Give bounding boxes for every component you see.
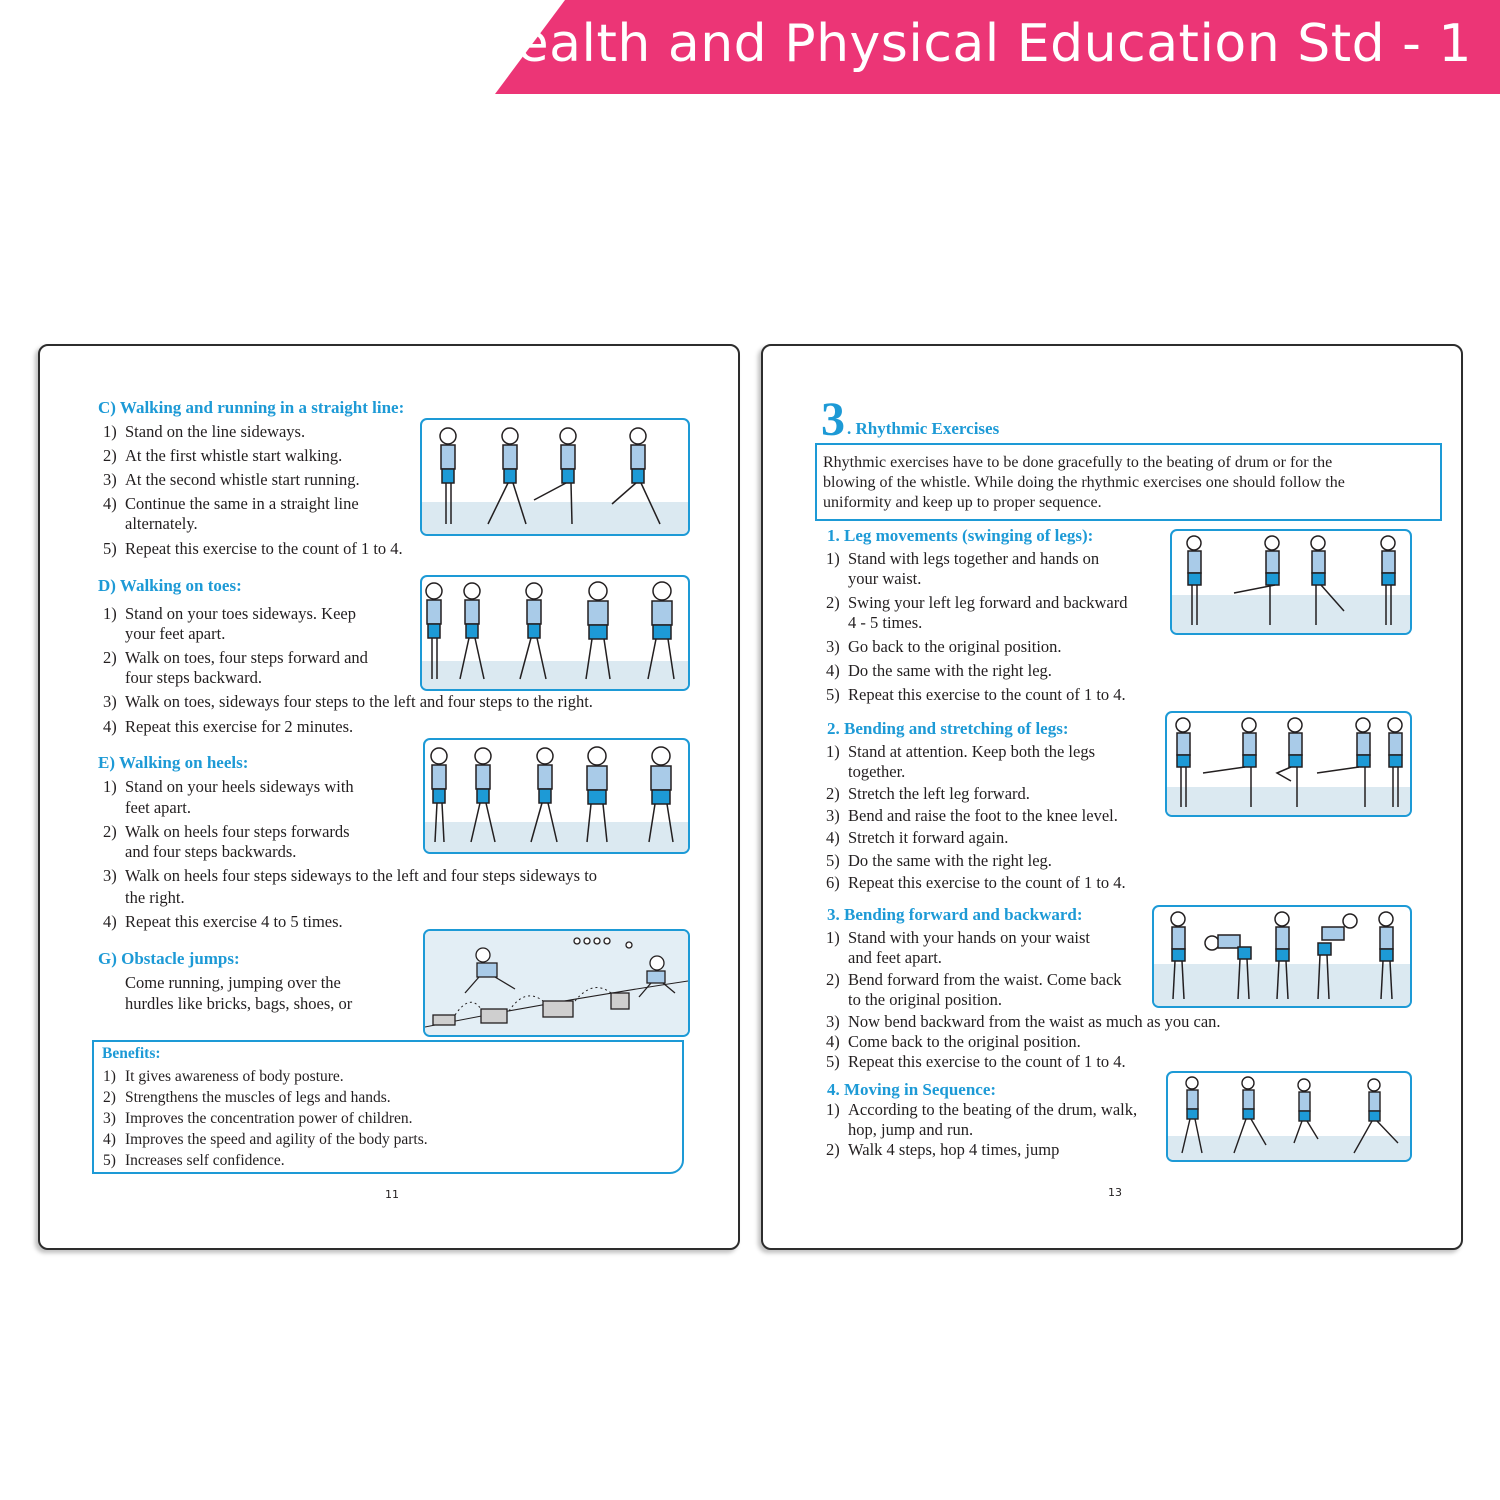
list-item: and four steps backwards. [125, 842, 297, 861]
list-item: 6) Repeat this exercise to the count of 1 to 4. [826, 873, 1126, 892]
leg-swing-illustration [1170, 529, 1412, 635]
obstacle-jumps-illustration [423, 929, 690, 1037]
list-item: 3) Improves the concentration power of children. [103, 1110, 413, 1127]
bend-stretch-illustration [1165, 711, 1412, 817]
list-item: 2) Bend forward from the waist. Come back [826, 970, 1122, 989]
list-item: 1) Stand at attention. Keep both the legs [826, 742, 1095, 761]
list-item: 4) Come back to the original position. [826, 1032, 1081, 1051]
list-item: 4) Continue the same in a straight line [103, 494, 359, 513]
banner-title: Health and Physical Education Std - 1 [477, 14, 1472, 74]
list-item: 1) Stand with legs together and hands on [826, 549, 1100, 568]
list-item: 1) Stand on your heels sideways with [103, 777, 354, 796]
list-item: 5) Increases self confidence. [103, 1152, 285, 1169]
intro-line: blowing of the whistle. While doing the rhythmic exercises one should follow the [823, 474, 1345, 491]
child-exercise-illustration-icon [1167, 713, 1410, 815]
list-item: the right. [125, 888, 185, 907]
list-item: alternately. [125, 514, 198, 533]
child-exercise-illustration-icon [1172, 531, 1410, 633]
walking-on-heels-illustration [423, 738, 690, 854]
list-item: 2) Walk on toes, four steps forward and [103, 648, 368, 667]
section-4-heading: 4. Moving in Sequence: [827, 1080, 997, 1099]
bend-forward-backward-illustration [1152, 905, 1412, 1008]
list-item: 2) At the first whistle start walking. [103, 446, 343, 465]
list-item: 5) Do the same with the right leg. [826, 851, 1052, 870]
list-item: 4) Stretch it forward again. [826, 828, 1009, 847]
list-item: 3) Now bend backward from the waist as much as you can. [826, 1012, 1221, 1031]
left-page [38, 344, 740, 1250]
list-item: four steps backward. [125, 668, 262, 687]
child-exercise-illustration-icon [425, 740, 688, 852]
list-item: 4) Improves the speed and agility of the body parts. [103, 1131, 428, 1148]
list-item: and feet apart. [848, 948, 942, 967]
list-item: 1) Stand with your hands on your waist [826, 928, 1090, 947]
list-item: 5) Repeat this exercise to the count of 1 to 4. [826, 685, 1126, 704]
list-item: 3) Bend and raise the foot to the knee level. [826, 806, 1118, 825]
page-number: 13 [1108, 1186, 1122, 1199]
walking-on-toes-illustration [420, 575, 690, 691]
list-item: 4) Repeat this exercise 4 to 5 times. [103, 912, 343, 931]
chapter-number: 3 [821, 393, 845, 446]
benefits-heading: Benefits: [102, 1045, 161, 1062]
list-item: 5) Repeat this exercise to the count of 1 to 4. [826, 1052, 1126, 1071]
list-item: 1) According to the beating of the drum, walk, [826, 1100, 1138, 1119]
list-item: together. [848, 762, 906, 781]
list-item: 4) Repeat this exercise for 2 minutes. [103, 717, 354, 736]
list-item: your feet apart. [125, 624, 226, 643]
list-item: your waist. [848, 569, 922, 588]
section-3-heading: 3. Bending forward and backward: [827, 905, 1083, 924]
right-page [761, 344, 1463, 1250]
list-item: 1) Stand on the line sideways. [103, 422, 306, 441]
list-item: 3) Walk on toes, sideways four steps to the left and four steps to the right. [103, 692, 593, 711]
list-item: 2) Swing your left leg forward and backward [826, 593, 1128, 612]
list-item: 2) Strengthens the muscles of legs and hands. [103, 1089, 391, 1106]
list-item: 3) Go back to the original position. [826, 637, 1062, 656]
intro-line: Rhythmic exercises have to be done gracefully to the beating of drum or for the [823, 454, 1333, 471]
list-item: 2) Walk 4 steps, hop 4 times, jump [826, 1140, 1060, 1159]
page-number: 11 [385, 1188, 399, 1201]
chapter-title: . Rhythmic Exercises [847, 419, 1000, 438]
child-exercise-illustration-icon [422, 420, 688, 534]
list-item: 3) Walk on heels four steps sideways to the left and four steps sideways to [103, 866, 598, 885]
list-item: hurdles like bricks, bags, shoes, or [125, 994, 353, 1013]
moving-sequence-illustration [1166, 1071, 1412, 1162]
list-item: 1) Stand on your toes sideways. Keep [103, 604, 356, 623]
section-g-heading: G) Obstacle jumps: [98, 949, 240, 968]
list-item: 5) Repeat this exercise to the count of 1 to 4. [103, 539, 403, 558]
child-exercise-illustration-icon [1168, 1073, 1410, 1160]
list-item: 2) Walk on heels four steps forwards [103, 822, 350, 841]
list-item: 2) Stretch the left leg forward. [826, 784, 1030, 803]
list-item: hop, jump and run. [848, 1120, 974, 1139]
child-exercise-illustration-icon [1154, 907, 1410, 1006]
list-item: 1) It gives awareness of body posture. [103, 1068, 344, 1085]
section-c-heading: C) Walking and running in a straight line: [98, 398, 405, 417]
section-2-heading: 2. Bending and stretching of legs: [827, 719, 1069, 738]
list-item: feet apart. [125, 798, 191, 817]
child-exercise-illustration-icon [422, 577, 688, 689]
list-item: 4 - 5 times. [848, 613, 923, 632]
list-item: to the original position. [848, 990, 1002, 1009]
section-1-heading: 1. Leg movements (swinging of legs): [827, 526, 1094, 545]
list-item: 3) At the second whistle start running. [103, 470, 360, 489]
intro-line: uniformity and keep up to proper sequence. [823, 494, 1102, 511]
walking-running-illustration [420, 418, 690, 536]
section-d-heading: D) Walking on toes: [98, 576, 242, 595]
child-exercise-illustration-icon [425, 931, 688, 1035]
list-item: 4) Do the same with the right leg. [826, 661, 1052, 680]
section-e-heading: E) Walking on heels: [98, 753, 249, 772]
list-item: Come running, jumping over the [125, 973, 341, 992]
